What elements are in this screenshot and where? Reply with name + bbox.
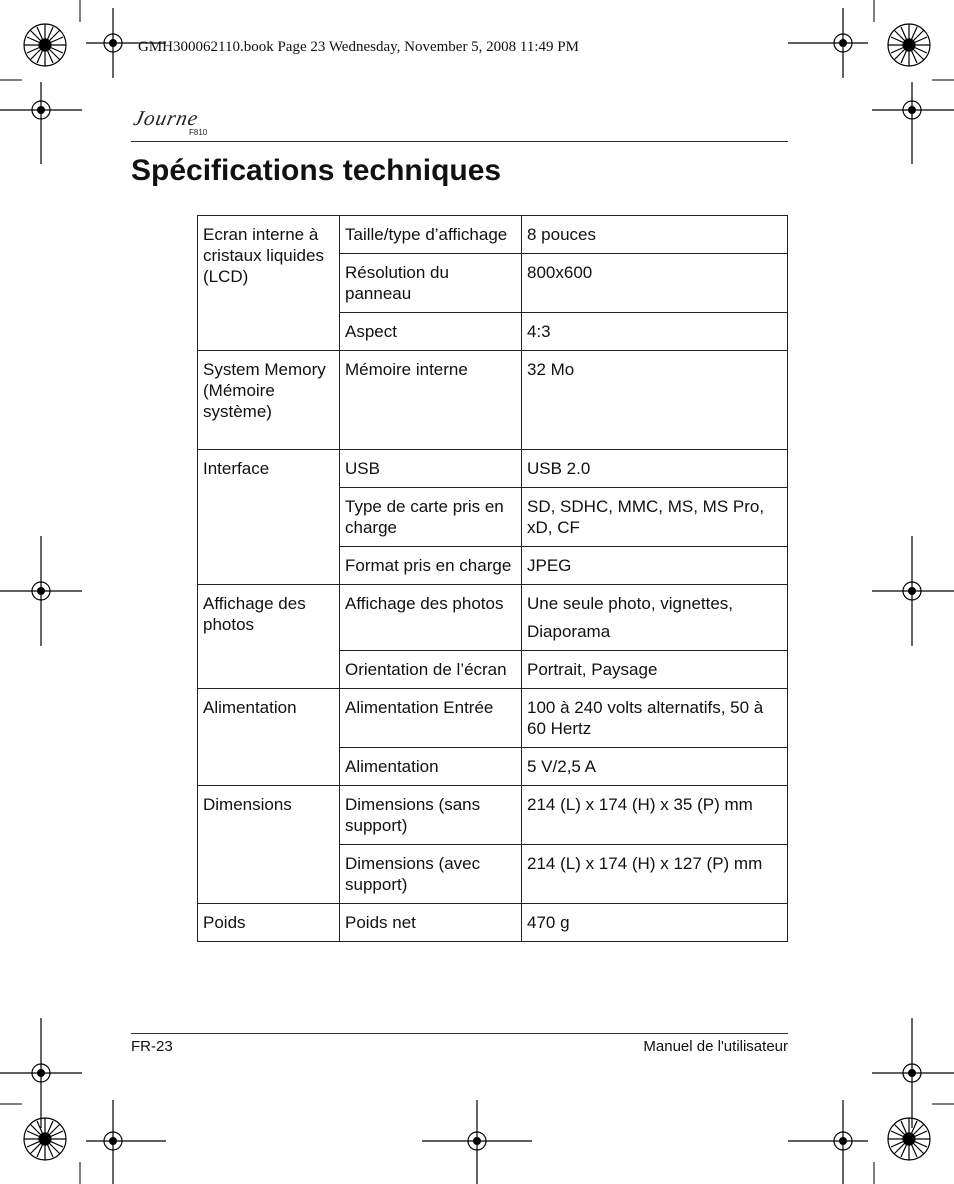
label-cell: Taille/type d’affichage — [340, 216, 522, 254]
value-cell: USB 2.0 — [522, 450, 788, 488]
table-row — [198, 216, 788, 254]
label-cell: Alimentation Entrée — [340, 689, 522, 748]
value-cell: JPEG — [522, 547, 788, 585]
logo-script: Journe — [131, 106, 201, 130]
category-cell: Ecran interne à cristaux liquides (LCD) — [198, 216, 340, 351]
label-cell: Aspect — [340, 313, 522, 351]
label-cell: Affichage des photos — [340, 585, 522, 651]
category-cell: Interface — [198, 450, 340, 585]
spec-table — [197, 215, 788, 942]
table-row — [198, 689, 788, 748]
value-cell: 4:3 — [522, 313, 788, 351]
label-cell: Dimensions (avec support) — [340, 845, 522, 904]
label-cell: Résolution du panneau — [340, 254, 522, 313]
value-line: Diaporama — [527, 622, 611, 641]
table-row — [198, 585, 788, 651]
brand-logo — [131, 106, 208, 137]
category-cell: Affichage des photos — [198, 585, 340, 689]
label-cell: Format pris en charge — [340, 547, 522, 585]
value-cell: 470 g — [522, 904, 788, 942]
table-row — [198, 904, 788, 942]
table-row — [198, 786, 788, 845]
label-cell: Dimensions (sans support) — [340, 786, 522, 845]
value-cell: Portrait, Paysage — [522, 651, 788, 689]
value-cell: SD, SDHC, MMC, MS, MS Pro, xD, CF — [522, 488, 788, 547]
value-cell: 800x600 — [522, 254, 788, 313]
value-cell: 5 V/2,5 A — [522, 748, 788, 786]
value-cell: 100 à 240 volts alternatifs, 50 à 60 Hertz — [522, 689, 788, 748]
footer-rule — [131, 1033, 788, 1034]
label-cell: Orientation de l’écran — [340, 651, 522, 689]
value-cell: 32 Mo — [522, 351, 788, 450]
sunburst-mark-icon — [24, 1118, 66, 1160]
label-cell: USB — [340, 450, 522, 488]
label-cell: Mémoire interne — [340, 351, 522, 450]
table-row — [198, 351, 788, 450]
category-cell: Poids — [198, 904, 340, 942]
value-line: Une seule photo, vignettes, — [527, 594, 734, 613]
print-header: GMH300062110.book Page 23 Wednesday, November 5, 2008 11:49 PM — [138, 39, 579, 55]
header-rule — [131, 141, 788, 142]
sunburst-mark-icon — [888, 24, 930, 66]
sunburst-mark-icon — [24, 24, 66, 66]
label-cell: Poids net — [340, 904, 522, 942]
category-cell: Alimentation — [198, 689, 340, 786]
value-cell — [522, 585, 788, 651]
label-cell: Alimentation — [340, 748, 522, 786]
sunburst-mark-icon — [888, 1118, 930, 1160]
logo-model: F810 — [189, 128, 208, 137]
category-cell: Dimensions — [198, 786, 340, 904]
category-cell: System Memory (Mémoire système) — [198, 351, 340, 450]
page-title: Spécifications techniques — [131, 154, 502, 187]
label-cell: Type de carte pris en charge — [340, 488, 522, 547]
table-row — [198, 450, 788, 488]
value-cell: 8 pouces — [522, 216, 788, 254]
value-cell: 214 (L) x 174 (H) x 127 (P) mm — [522, 845, 788, 904]
page-number: FR-23 — [131, 1038, 173, 1055]
manual-title: Manuel de l'utilisateur — [643, 1038, 788, 1055]
value-cell: 214 (L) x 174 (H) x 35 (P) mm — [522, 786, 788, 845]
